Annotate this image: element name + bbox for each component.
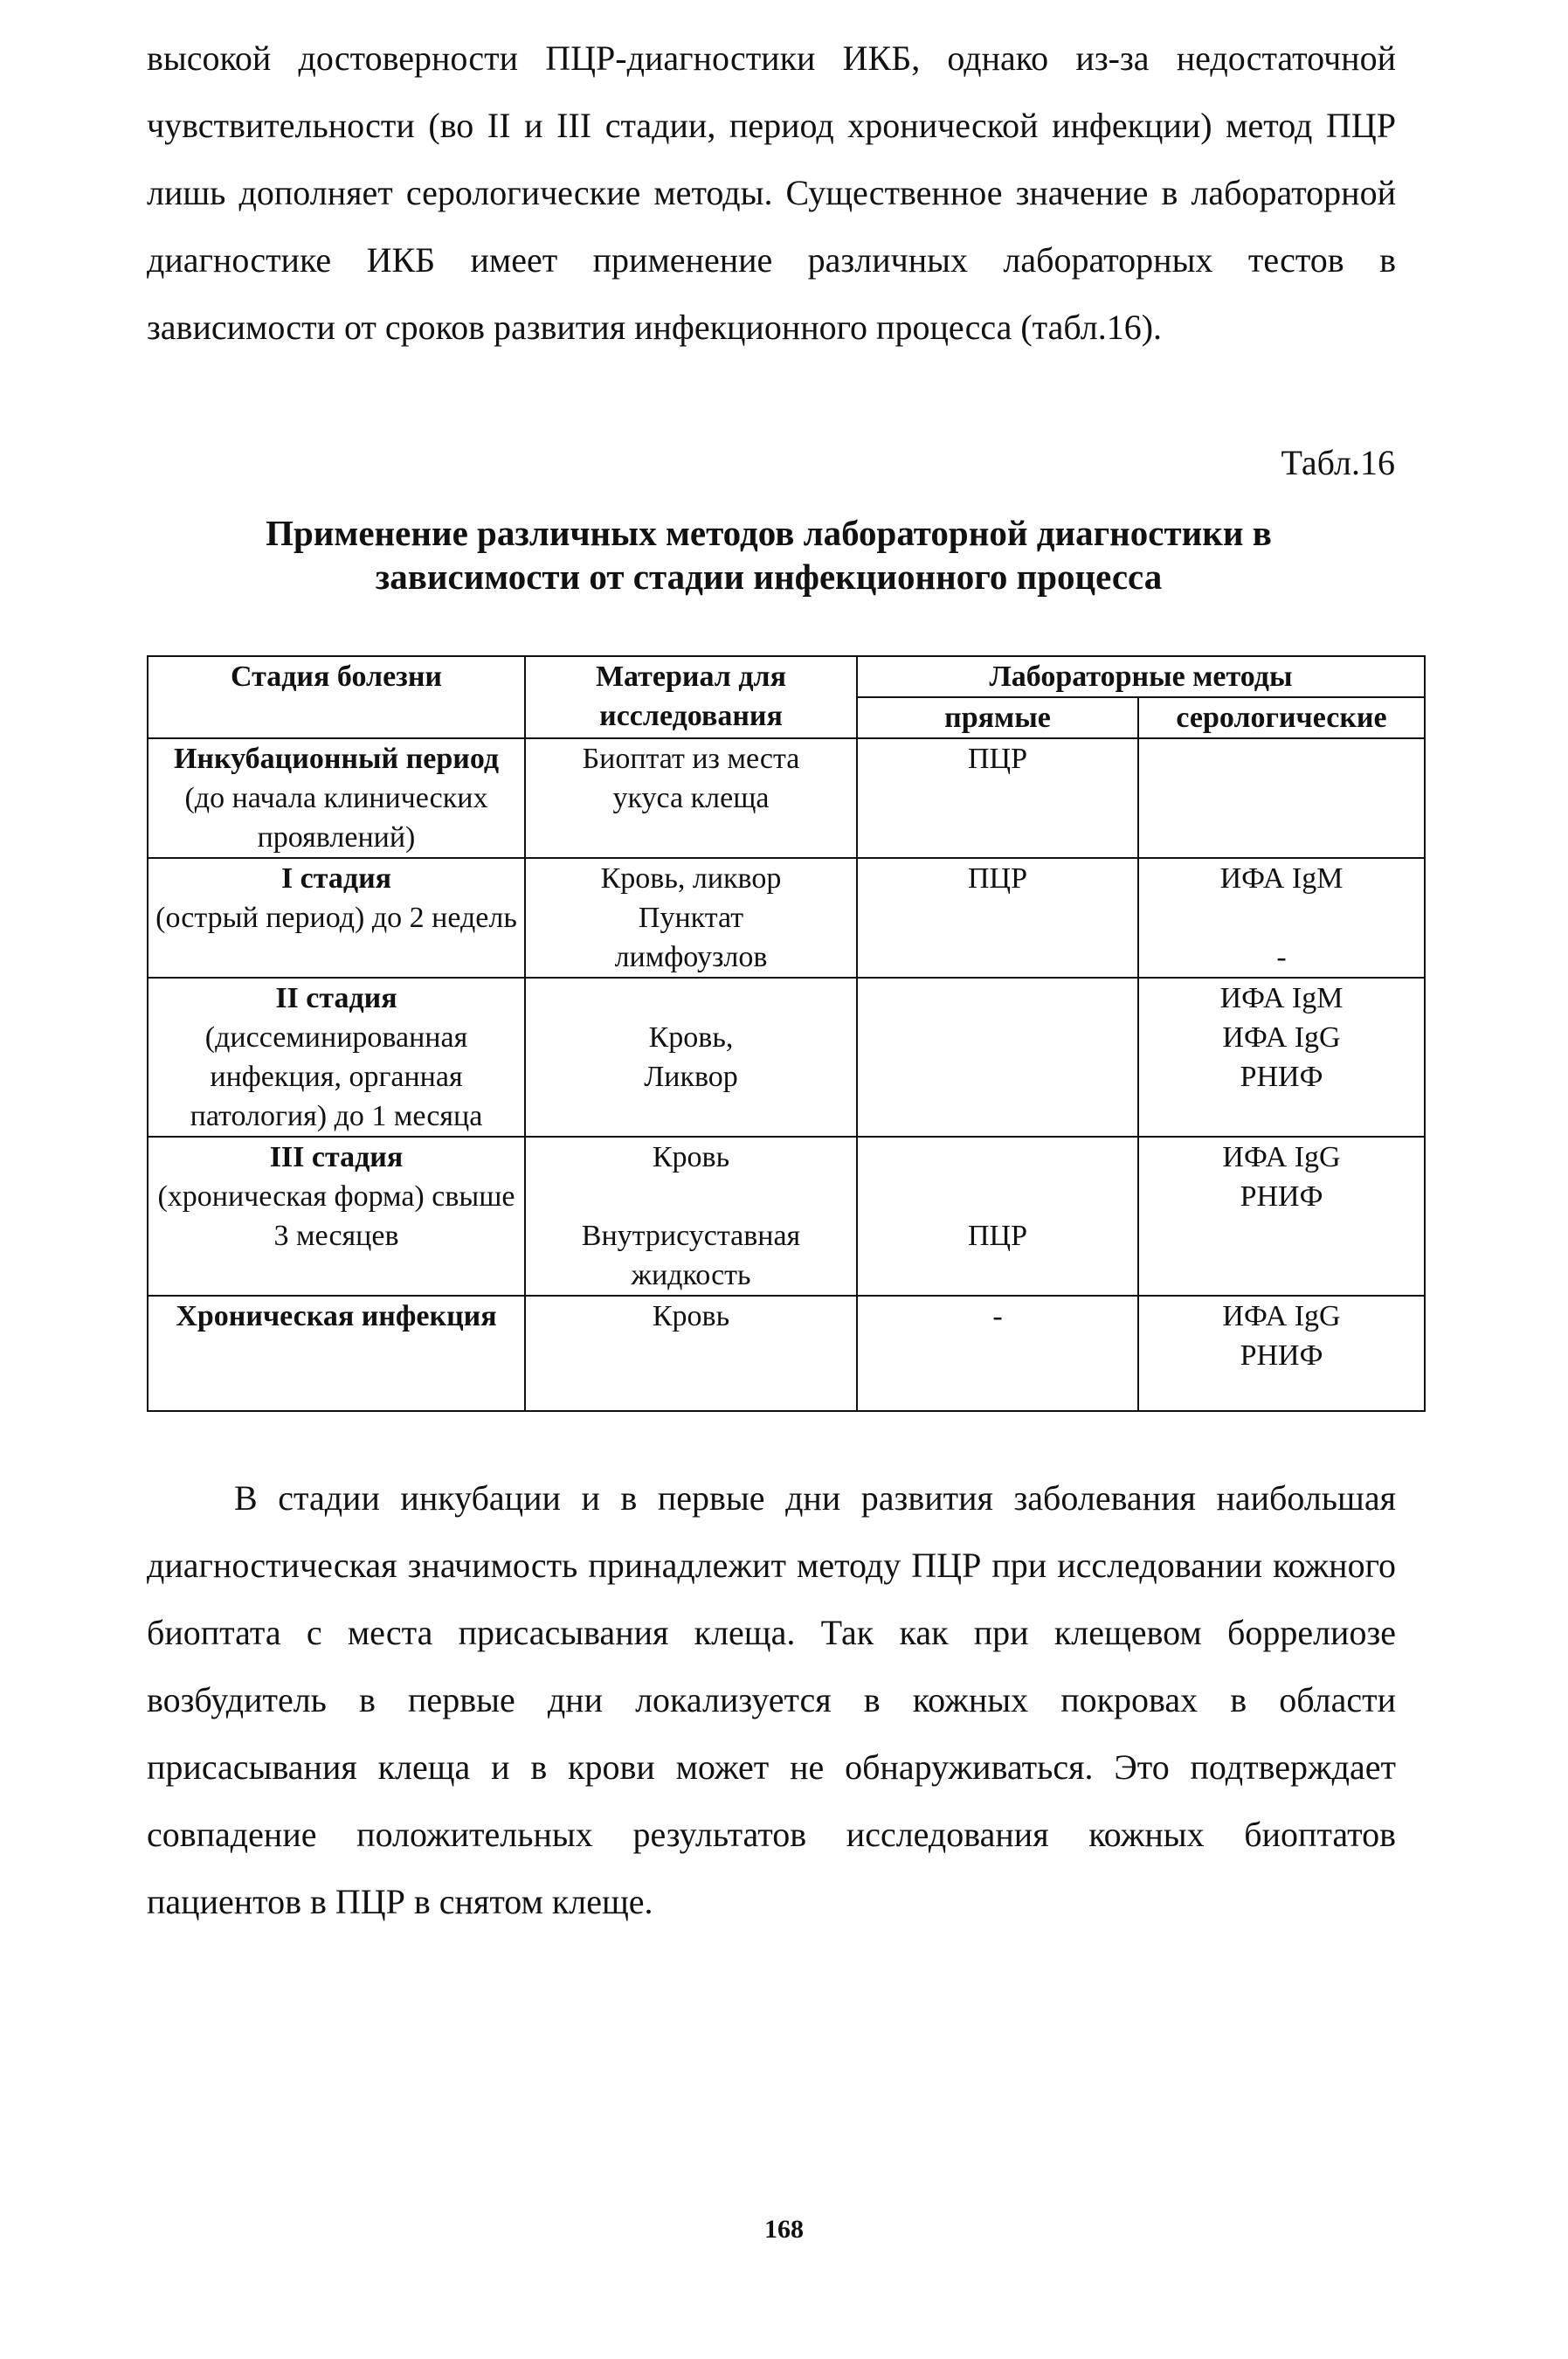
stage-detail: (до начала клинических проявлений): [184, 782, 488, 854]
paragraph-top: высокой достоверности ПЦР-диагностики ИКБ, однако из-за недостаточной чувствительности (во II и III стадии, период хронической инфекции) метод ПЦР лишь дополняет серологические методы. Существенное значение в лабораторной диагностике ИКБ имеет применение различных лабораторных тестов в зависимости от сроков развития инфекционного процесса (табл.16).: [147, 38, 1396, 347]
table-body: [148, 738, 1425, 1411]
stage-detail: (острый период) до 2 недель: [155, 902, 517, 934]
cell-material-line: Биоптат из места: [582, 743, 800, 775]
cell-serological: [1138, 1296, 1425, 1411]
cell-material: [525, 1137, 857, 1296]
stage-detail: (хроническая форма) свыше 3 месяцев: [157, 1180, 515, 1252]
cell-direct: [857, 1137, 1138, 1296]
cell-material-line: [531, 1177, 851, 1216]
cell-stage: [148, 858, 525, 978]
table-label: Табл.16: [1281, 443, 1395, 482]
table-title-line1: Применение различных методов лабораторной диагностики в: [266, 513, 1272, 553]
table-header-row: [148, 656, 1425, 697]
cell-serological-line: ИФА IgM: [1219, 862, 1344, 895]
cell-material-line: Пунктат: [638, 902, 744, 934]
cell-direct-line: ПЦР: [967, 1220, 1028, 1252]
cell-material: [525, 978, 857, 1137]
table-row: [148, 1296, 1425, 1411]
cell-direct-line: ПЦР: [967, 743, 1028, 775]
cell-direct-line: -: [992, 1300, 1003, 1332]
paragraph-bottom: [147, 1464, 1396, 1935]
cell-serological: [1138, 1137, 1425, 1296]
header-methods: Лабораторные методы: [857, 656, 1425, 697]
page-number: 168: [764, 2215, 804, 2244]
cell-direct-line: ПЦР: [967, 862, 1028, 895]
cell-serological-line: ИФА IgG: [1222, 1021, 1341, 1054]
stage-title: II стадия: [275, 982, 397, 1014]
cell-material-line: Кровь, ликвор: [600, 862, 782, 895]
cell-material-line: лимфоузлов: [614, 941, 768, 973]
cell-material-line: Кровь,: [648, 1021, 734, 1054]
stage-detail: (диссеминированная инфекция, органная патология) до 1 месяца: [190, 1021, 483, 1132]
cell-serological-line: РНИФ: [1240, 1180, 1323, 1213]
cell-direct: [857, 858, 1138, 978]
cell-material: [525, 1296, 857, 1411]
cell-material-line: Кровь: [652, 1300, 730, 1332]
cell-material: [525, 858, 857, 978]
table-row: [148, 738, 1425, 858]
table-row: [148, 858, 1425, 978]
paragraph-bottom-text: В стадии инкубации и в первые дни развития заболевания наибольшая диагностическая значимость принадлежит методу ПЦР при исследовании кожного биоптата с места присасывания клеща. Так как при клещевом боррелиозе возбудитель в первые дни локализуется в кожных покровах в области присасывания клеща и в крови может не обнаруживаться. Это подтверждает совпадение положительных результатов исследования кожных биоптатов пациентов в ПЦР в снятом клеще.: [147, 1478, 1396, 1921]
cell-serological-line: [1144, 898, 1419, 937]
cell-stage: [148, 738, 525, 858]
cell-serological-line: ИФА IgM: [1219, 982, 1344, 1014]
table-row: [148, 1137, 1425, 1296]
cell-serological-line: РНИФ: [1240, 1339, 1323, 1372]
cell-material-line: Кровь: [652, 1141, 730, 1173]
cell-direct: [857, 978, 1138, 1137]
cell-material-line: Ликвор: [644, 1061, 738, 1093]
header-direct: прямые: [857, 697, 1138, 738]
stage-title: Хроническая инфекция: [176, 1300, 497, 1332]
cell-stage: [148, 1137, 525, 1296]
cell-serological: [1138, 978, 1425, 1137]
cell-serological-line: -: [1276, 941, 1287, 973]
table-title: [140, 511, 1398, 598]
header-material: Материал для исследования: [525, 656, 857, 738]
cell-serological-line: ИФА IgG: [1222, 1300, 1341, 1332]
cell-direct: [857, 738, 1138, 858]
cell-serological: [1138, 858, 1425, 978]
cell-serological: [1138, 738, 1425, 858]
cell-material-line: Внутрисуставная: [581, 1220, 801, 1252]
cell-stage: [148, 1296, 525, 1411]
cell-direct-line: [863, 1138, 1132, 1177]
cell-material-line: укуса клеща: [612, 782, 770, 814]
header-stage: Стадия болезни: [148, 656, 525, 738]
stage-title: Инкубационный период: [173, 743, 500, 775]
stage-title: I стадия: [280, 862, 392, 895]
cell-material: [525, 738, 857, 858]
table-row: [148, 978, 1425, 1137]
cell-material-line: жидкость: [631, 1259, 751, 1291]
cell-direct: [857, 1296, 1138, 1411]
cell-stage: [148, 978, 525, 1137]
methods-table: [147, 655, 1426, 1412]
header-serological: серологические: [1138, 697, 1425, 738]
cell-material-line: [531, 979, 851, 1018]
cell-serological-line: ИФА IgG: [1222, 1141, 1341, 1173]
stage-title: III стадия: [269, 1141, 404, 1173]
cell-serological-line: РНИФ: [1240, 1061, 1323, 1093]
table-title-line2: зависимости от стадии инфекционного процесса: [375, 557, 1163, 597]
cell-direct-line: [863, 1177, 1132, 1216]
